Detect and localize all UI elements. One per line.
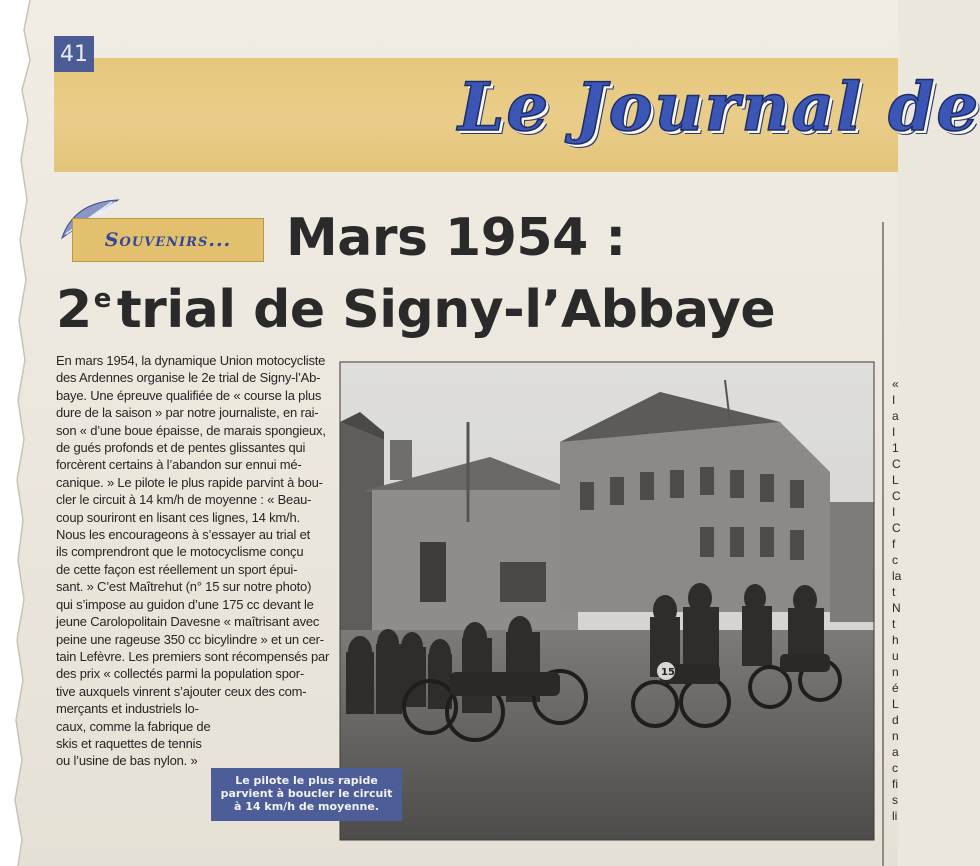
article-line: Nous les encourageons à s’essayer au trial et bbox=[56, 527, 311, 543]
column-fragment-char: a bbox=[892, 409, 899, 423]
caption-line: à 14 km/h de moyenne. bbox=[234, 800, 379, 813]
article-line: forcèrent certains à l’abandon sur ennui mé- bbox=[56, 457, 302, 473]
article-line: caux, comme la fabrique de bbox=[56, 718, 211, 734]
headline-line-2 bbox=[56, 280, 775, 340]
column-divider bbox=[882, 222, 884, 866]
article-line: de gués profonds et de pentes glissantes qui bbox=[56, 440, 306, 456]
headline-rest: trial de Signy-l’Abbaye bbox=[116, 280, 776, 340]
headline-line-1: Mars 1954 : bbox=[286, 208, 626, 268]
article-line: des Ardennes organise le 2e trial de Signy-l’Ab- bbox=[56, 370, 321, 386]
column-fragment-char: fi bbox=[892, 777, 898, 791]
rider-number: 15 bbox=[661, 667, 675, 678]
column-fragment-char: I bbox=[892, 425, 896, 439]
article-line: jeune Carolopolitain Davesne « maîtrisant avec bbox=[56, 614, 320, 630]
column-fragment-char: L bbox=[892, 473, 899, 487]
article-line: de cette façon est réellement un sport épui- bbox=[56, 561, 298, 577]
article-line: des prix « collectés parmi la population spor- bbox=[56, 666, 305, 682]
column-fragment-char: n bbox=[892, 729, 899, 743]
column-fragment-char: C bbox=[892, 457, 901, 471]
photo-caption bbox=[211, 768, 402, 821]
article-line: tive auxquels vinrent s’ajouter ceux des com- bbox=[56, 683, 307, 699]
column-fragment-char: « bbox=[892, 377, 899, 391]
article-line: son « d’une boue épaisse, de marais spongieux, bbox=[56, 422, 326, 438]
article-line: sant. » C’est Maîtrehut (n° 15 sur notre photo) bbox=[56, 579, 312, 595]
article-line: peine une rageuse 350 cc bicylindre » et un cer- bbox=[56, 631, 324, 647]
next-column-fragment bbox=[892, 376, 902, 824]
column-fragment-char: I bbox=[892, 505, 896, 519]
article-line: ils comprendront que le motocyclisme conçu bbox=[56, 544, 304, 560]
article-line: canique. » Le pilote le plus rapide parvint à bou- bbox=[56, 474, 323, 490]
article-line: coup souriront en lisant ces lignes, 14 km/h. bbox=[56, 509, 300, 525]
article-body bbox=[56, 352, 330, 770]
column-fragment-char: d bbox=[892, 713, 899, 727]
article-line: En mars 1954, la dynamique Union motocycliste bbox=[56, 353, 326, 368]
column-fragment-char: f bbox=[892, 537, 896, 551]
masthead-title: Le Journal de bbox=[458, 68, 980, 146]
article-line: qui s’impose au guidon d’une 175 cc devant le bbox=[56, 596, 314, 612]
column-fragment-char: s bbox=[892, 793, 898, 807]
column-fragment-char: C bbox=[892, 489, 901, 503]
column-fragment-char: n bbox=[892, 665, 899, 679]
column-fragment-char: la bbox=[892, 569, 902, 583]
column-fragment-char: t bbox=[892, 617, 896, 631]
article-line: baye. Une épreuve qualifiée de « course la plus bbox=[56, 387, 322, 403]
column-fragment-char: c bbox=[892, 761, 898, 775]
torn-edge bbox=[0, 0, 40, 866]
column-fragment-char: I bbox=[892, 393, 896, 407]
article-line: merçants et industriels lo- bbox=[56, 701, 199, 717]
page-number: 41 bbox=[54, 36, 94, 72]
section-label: Souvenirs... bbox=[72, 218, 264, 262]
masthead-banner bbox=[54, 58, 980, 172]
headline-ordinal-suffix: e bbox=[93, 284, 111, 314]
article-line: cler le circuit à 14 km/h de moyenne : « Beau- bbox=[56, 492, 312, 508]
column-fragment-char: t bbox=[892, 585, 896, 599]
column-fragment-char: h bbox=[892, 633, 899, 647]
article-line: tain Lefèvre. Les premiers sont récompensés par bbox=[56, 648, 330, 664]
article-line: ou l’usine de bas nylon. » bbox=[56, 753, 198, 769]
column-fragment-char: N bbox=[892, 601, 901, 615]
column-fragment-char: li bbox=[892, 809, 898, 823]
column-fragment-char: é bbox=[892, 681, 899, 695]
column-fragment-char: u bbox=[892, 649, 899, 663]
headline-ordinal: 2 bbox=[56, 280, 92, 340]
column-fragment-char: 1 bbox=[892, 441, 899, 455]
caption-line: Le pilote le plus rapide bbox=[235, 774, 378, 787]
article-line: skis et raquettes de tennis bbox=[56, 735, 202, 751]
column-fragment-char: c bbox=[892, 553, 898, 567]
column-fragment-char: L bbox=[892, 697, 899, 711]
photo-illustration bbox=[340, 362, 874, 840]
column-fragment-char: C bbox=[892, 521, 901, 535]
archive-photo bbox=[340, 362, 874, 840]
article-line: dure de la saison » par notre journaliste, en rai- bbox=[56, 405, 319, 421]
column-fragment-char: a bbox=[892, 745, 899, 759]
caption-line: parvient à boucler le circuit bbox=[220, 787, 393, 800]
